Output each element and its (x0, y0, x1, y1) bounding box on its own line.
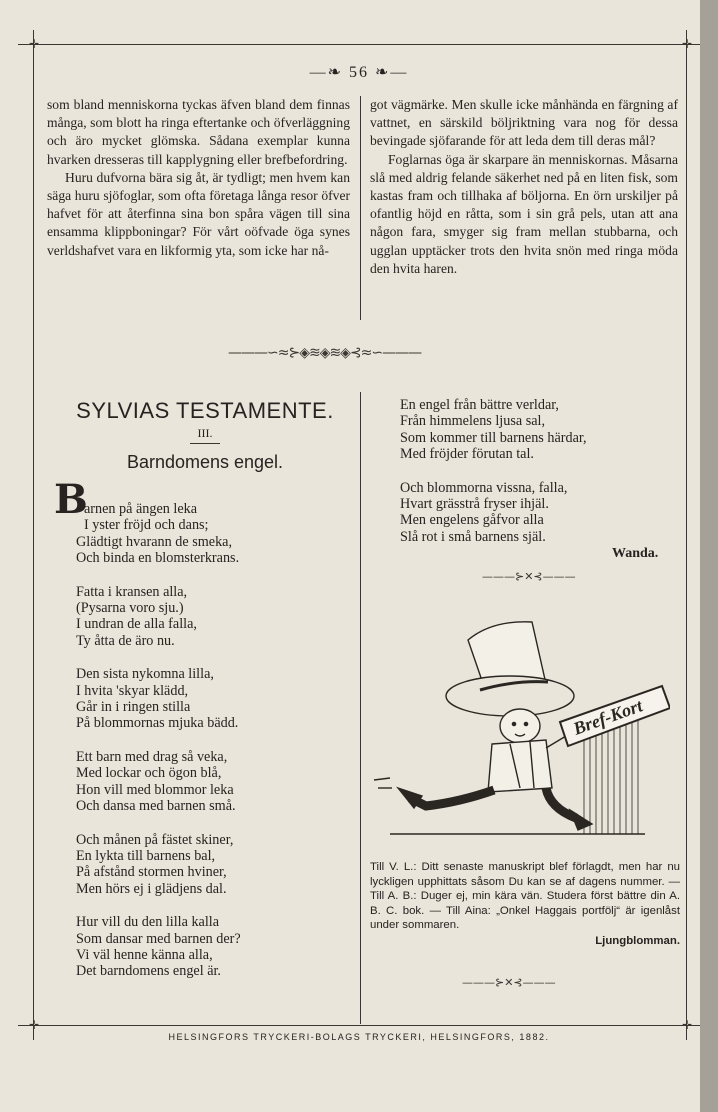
poem-line: I yster fröjd och dans; (84, 517, 209, 534)
poem-line: Hur vill du den lilla kalla (76, 914, 220, 931)
poem-line: Går in i ringen stilla (76, 699, 191, 716)
poem-line: Ty åtta de äro nu. (76, 632, 175, 649)
poem-line: En lykta till barnens bal, (76, 847, 216, 864)
poem-stanza (76, 666, 241, 732)
poem-stanza (76, 914, 241, 980)
poem-line: Från himmelens ljusa sal, (400, 413, 546, 430)
top-rule (18, 44, 700, 45)
small-divider-ornament: ———⊱✕⊰——— (482, 570, 576, 583)
poem-line: En engel från bättre verldar, (400, 397, 559, 413)
poem-line: Men hörs ej i glädjens dal. (76, 880, 227, 897)
right-page-edge (700, 0, 718, 1112)
bottom-divider-ornament: ———⊱✕⊰——— (462, 976, 556, 989)
corner-mark-bl: ✛ (29, 1018, 40, 1032)
poem-stanza (400, 397, 587, 463)
poem-line: Och dansa med barnen små. (76, 798, 236, 815)
poem-line: På blommornas mjuka bädd. (76, 715, 239, 732)
left-prose-column (47, 96, 350, 260)
poem-subtitle: Barndomens engel. (126, 452, 284, 472)
postcard-sign (560, 686, 670, 746)
poem-stanza (76, 584, 241, 650)
poem-line: Och blommorna vissna, falla, (400, 479, 568, 496)
column-divider (360, 96, 361, 320)
poem-part-number: III. (197, 426, 213, 440)
poem-stanza (400, 480, 587, 546)
poem-line: Vi väl henne känna alla, (76, 946, 213, 963)
poem-line: Hon vill med blommor leka (76, 781, 234, 798)
prose-paragraph: Foglarnas öga är skarpare än menniskornas. Måsarna slå med aldrig felande säkerhet ned på en liten fisk, som kastas fram och tillhaka af böljorna. En örn urskiljer på ofantlig höjd en råtta, som i sin grå pels, utan att ana någon fara, smyger sig fram mellan stubbarna, och ugglan upptäcker trots den hvita snön med ringa möda den hvita haren. (370, 151, 678, 276)
poem-line: I undran de alla falla, (76, 616, 197, 633)
poem-stanza (76, 749, 241, 815)
poem-line: (Pysarna voro sju.) (76, 600, 184, 617)
poem-signature: Wanda. (612, 546, 659, 561)
poem-line: Och månen på fästet skiner, (76, 831, 234, 848)
poem-line: Med lockar och ögon blå, (76, 765, 222, 782)
poem-line: Med fröjder förutan tal. (400, 446, 534, 463)
poem-line: Ett barn med drag så veka, (76, 748, 228, 765)
right-prose-column (370, 96, 678, 278)
poem-line: Fatta i kransen alla, (76, 583, 188, 600)
poem-line: Det barndomens engel är. (76, 963, 221, 980)
top-hat (446, 622, 574, 716)
poem-dropcap: B (54, 476, 88, 523)
poem-left-column (76, 501, 241, 997)
left-rule (33, 30, 34, 1040)
poem-line: Och binda en blomsterkrans. (76, 550, 240, 567)
section-divider-ornament: ———∽≈⊱◈≋◈≋◈⊰≈∽——— (228, 345, 422, 361)
poem-line: Slå rot i små barnens själ. (400, 528, 546, 545)
printer-footer: HELSINGFORS TRYCKERI-BOLAGS TRYCKERI, HELSINGFORS, 1882. (168, 1032, 550, 1042)
poem-right-column (400, 397, 587, 562)
page-number: —❧ 56 ❧— (309, 64, 409, 81)
sign-text: Bref-Kort (570, 695, 646, 739)
poem-stanza (76, 832, 241, 898)
poem-line: Den sista nykomna lilla, (76, 666, 214, 683)
notes-text: Till V. L.: Ditt senaste manuskript blef förlagdt, men har nu lyckligen upphittats såsom Du kan se af dagens nummer. — Till A. B.: Duger ej, min kära vän. Studera först bättre din A. B. C. bok. — Till Aina: „Onkel Haggais portfölj“ är igenlåst under sommaren. (370, 861, 680, 932)
poem-line: Som dansar med barnen der? (76, 930, 241, 947)
boy-with-postcard-sign-illustration (370, 612, 670, 852)
poem-line: arnen på ängen leka (84, 501, 198, 517)
poem-line: Hvart grässtrå fryser ihjäl. (400, 496, 549, 513)
poem-stanza (76, 501, 241, 567)
poem-line: Glädtigt hvarann de smeka, (76, 533, 233, 550)
corner-mark-tl: ✛ (29, 37, 40, 51)
poem-line: I hvita 'skyar klädd, (76, 682, 189, 699)
prose-paragraph: got vägmärke. Men skulle icke månhända en färgning af vattnet, en särskild böljriktning vara nog för dessa bevingade sjöfarande för att leda dem till deras mål? (370, 97, 678, 149)
corner-mark-br: ✛ (682, 1018, 693, 1032)
corner-mark-tr: ✛ (682, 37, 693, 51)
editorial-notes (370, 860, 680, 949)
prose-paragraph: som bland menniskorna tyckas äfven bland dem finnas många, som blott ha ringa eftertanke och öfverläggning och äro mycket glömska. Sådana exemplar kunna hvarken dresseras till kapplygning eller brefbefordring. (47, 97, 350, 167)
part-underline (190, 443, 220, 444)
notes-signature: Ljungblomman. (595, 934, 680, 947)
poem-line: Som kommer till barnens härdar, (400, 429, 587, 446)
poem-title: SYLVIAS TESTAMENTE. (76, 398, 334, 423)
prose-paragraph: Huru dufvorna bära sig åt, är tydligt; men hvem kan säga huru sjöfoglar, som ofta företaga långa resor öfver hafvet för att återfinna sina bon spåra vägen till sina ensamma klippboningar? För vårt oöfvade öga synes verldshafvet vara en likformig yta, som icke har nå- (47, 169, 350, 258)
poem-line: Men engelens gåfvor alla (400, 512, 544, 529)
poem-column-divider (360, 392, 361, 1024)
bottom-rule (18, 1025, 700, 1026)
poem-line: På afstånd stormen hviner, (76, 864, 227, 881)
right-rule (686, 30, 687, 1040)
